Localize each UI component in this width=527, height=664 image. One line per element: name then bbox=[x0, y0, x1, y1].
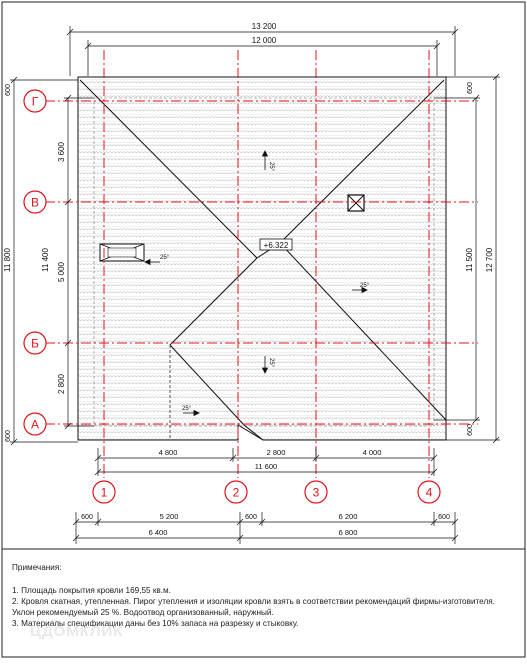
notes-block bbox=[12, 562, 517, 629]
dim-right-total: 12 700 bbox=[485, 247, 494, 273]
dim-b1-600a: 600 bbox=[81, 514, 93, 521]
slope-label-right: 25° bbox=[360, 283, 370, 289]
dim-b2-6800: 6 800 bbox=[338, 528, 358, 537]
axis-label-4: 4 bbox=[425, 485, 433, 500]
outer-bottom-dimension-lines bbox=[73, 512, 458, 544]
slope-label-bottom: 25° bbox=[268, 358, 274, 368]
dim-left-total: 11 800 bbox=[3, 248, 12, 272]
axis-label-a: А bbox=[30, 417, 40, 432]
note-line-4: 3. Материалы спецификации даны без 10% запаса на разрезку и стыковку. bbox=[12, 619, 299, 628]
axis-label-v: В bbox=[30, 195, 40, 210]
dim-left-seg2: 5 000 bbox=[57, 261, 66, 283]
dim-inner-b: 2 800 bbox=[266, 448, 286, 457]
dim-b1-5200: 5 200 bbox=[159, 512, 179, 521]
dim-left-seg3: 2 800 bbox=[57, 373, 66, 395]
dim-left-bottom-600: 600 bbox=[5, 430, 12, 442]
top-dimension-lines bbox=[67, 26, 458, 76]
dim-left-seg1: 3 600 bbox=[57, 141, 66, 163]
dim-right-inner: 11 500 bbox=[465, 248, 474, 272]
dim-left-inner: 11 400 bbox=[41, 248, 50, 272]
dim-b1-6200: 6 200 bbox=[338, 512, 358, 521]
note-line-3: Уклон рекомендуемый 25 %. Водоотвод организованный, наружный. bbox=[12, 608, 274, 617]
dim-b1-600b: 600 bbox=[245, 514, 257, 521]
note-line-1: 1. Площадь покрытия кровли 169,55 кв.м. bbox=[12, 586, 171, 595]
dim-top-inner: 12 000 bbox=[251, 36, 277, 45]
chimney-right bbox=[348, 195, 364, 211]
note-line-2: 2. Кровля скатная, утепленная. Пирог утепления и изоляции кровли взять в соответствии рекомендаций фирмы-изготовителя. bbox=[12, 597, 495, 606]
dim-right-bottom-600: 600 bbox=[467, 424, 474, 436]
dim-b2-6400: 6 400 bbox=[148, 528, 168, 537]
dim-left-top-600: 600 bbox=[5, 84, 12, 96]
watermark-logo: ЦДОМКЛИК bbox=[30, 623, 124, 640]
dim-inner-total: 11 600 bbox=[254, 462, 278, 471]
axis-label-g: Г bbox=[31, 94, 39, 109]
slope-label-left: 25° bbox=[160, 255, 170, 261]
ridge-elevation: +6.322 bbox=[263, 241, 289, 250]
slope-label-porch: 25° bbox=[182, 406, 192, 412]
slope-label-top: 25° bbox=[268, 162, 274, 172]
axis-label-b: Б bbox=[31, 336, 39, 351]
axis-label-1: 1 bbox=[100, 485, 108, 500]
axis-label-3: 3 bbox=[312, 485, 320, 500]
col-axis-markers bbox=[93, 481, 440, 503]
axis-label-2: 2 bbox=[232, 485, 240, 500]
dim-b1-600c: 600 bbox=[438, 514, 450, 521]
dim-inner-c: 4 000 bbox=[362, 448, 382, 457]
dim-inner-a: 4 800 bbox=[158, 448, 178, 457]
dim-overall-top: 13 200 bbox=[251, 22, 277, 31]
notes-title: Примечания: bbox=[12, 563, 62, 572]
dormer-vent-left bbox=[100, 244, 144, 261]
dim-right-top-600: 600 bbox=[467, 82, 474, 94]
